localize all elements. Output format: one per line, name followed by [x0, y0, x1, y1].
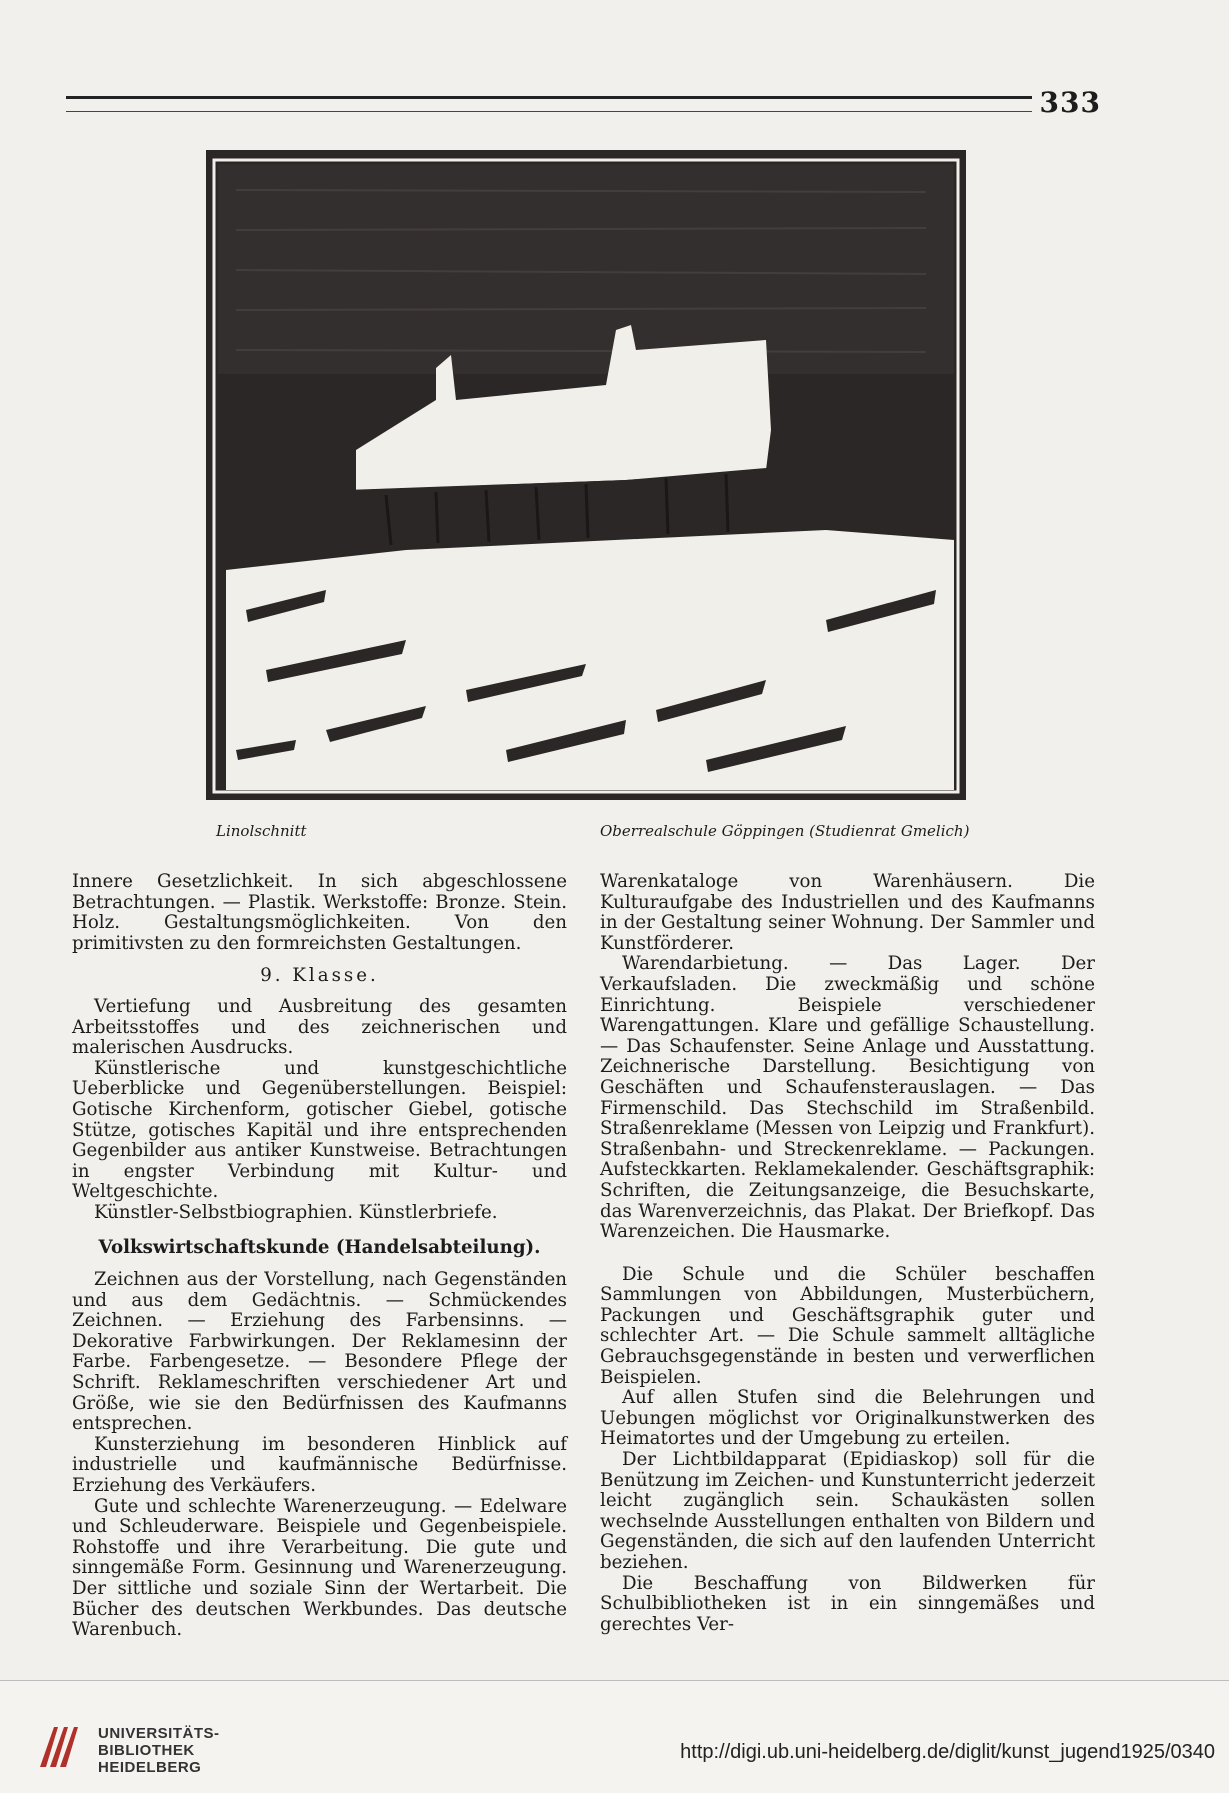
paragraph: Warenkataloge von Warenhäusern. Die Kulturaufgabe des Industriellen und des Kaufmanns in der Gestaltung seiner Wohnung. Der Sammler und Kunstförderer.: [600, 871, 1095, 954]
paragraph: Der Lichtbildapparat (Epidiaskop) soll für die Benützung im Zeichen- und Kunstunterricht jederzeit leicht zugänglich sein. Schaukästen sollen wechselnde Ausstellungen enthalten von Bildern und Gegenständen, die sich auf den laufenden Unterricht beziehen.: [600, 1449, 1095, 1573]
paragraph: Zeichnen aus der Vorstellung, nach Gegenständen und aus dem Gedächtnis. — Schmückendes Zeichnen. — Erziehung des Farbensinns. — Dekorative Farbwirkungen. Der Reklamesinn der Farbe. Farbengesetze. — Besondere Pflege der Schrift. Reklameschriften verschiedener Art und Größe, wie sie den Bedürfnissen des Kaufmanns entsprechen.: [72, 1269, 567, 1435]
page-number: 333: [1032, 86, 1101, 119]
header-rule: [66, 96, 1056, 112]
paragraph: Die Beschaffung von Bildwerken für Schulbibliotheken ist in ein sinngemäßes und gerechtes Ver-: [600, 1572, 1095, 1635]
linocut-illustration: [206, 150, 966, 800]
right-text-column: [600, 872, 1095, 1635]
paragraph: Warendarbietung. — Das Lager. Der Verkaufsladen. Die zweckmäßig und schöne Einrichtung. Beispiele verschiedener Warengattungen. Klare und gefällige Schaustellung. — Das Schaufenster. Seine Anlage und Ausstattung. Zeichnerische Darstellung. Besichtigung von Geschäften und Schaufensterauslagen. — Das Firmenschild. Das Stechschild im Straßenbild. Straßenreklame (Messen von Leipzig und Frankfurt). Straßenbahn- und Streckenreklame. — Packungen. Aufsteckkarten. Reklamekalender. Geschäftsgraphik: Schriften, die Zeitungsanzeige, die Besuchskarte, das Warenverzeichnis, das Plakat. Der Briefkopf. Das Warenzeichen. Die Hausmarke.: [600, 953, 1095, 1243]
source-url-link[interactable]: http://digi.ub.uni-heidelberg.de/diglit/kunst_jugend1925/0340: [680, 1741, 1215, 1763]
section-heading-volkswirtschaftskunde: Volkswirtschaftskunde (Handelsabteilung).: [98, 1236, 541, 1258]
paragraph: Künstlerische und kunstgeschichtliche Ueberblicke und Gegenüberstellungen. Beispiel: Gotische Kirchenform, gotischer Giebel, gotische Stütze, gotisches Kapitäl und ihre entsprechenden Gegenbilder aus antiker Kunstweise. Betrachtungen in engster Verbindung mit Kultur- und Weltgeschichte.: [72, 1057, 567, 1203]
paragraph: Gute und schlechte Warenerzeugung. — Edelware und Schleuderware. Beispiele und Gegenbeispiele. Rohstoffe und ihre Verarbeitung. Die gute und sinngemäße Form. Gesinnung und Warenerzeugung. Der sittliche und soziale Sinn der Wertarbeit. Die Bücher des deutschen Werkbundes. Das deutsche Warenbuch.: [72, 1495, 567, 1641]
figure-caption-technique: Linolschnitt: [216, 822, 307, 840]
library-name: UNIVERSITÄTS- BIBLIOTHEK HEIDELBERG: [98, 1725, 220, 1776]
paragraph: Innere Gesetzlichkeit. In sich abgeschlossene Betrachtungen. — Plastik. Werkstoffe: Bronze. Stein. Holz. Gestaltungsmöglichkeiten. Von den primitivsten zu den formreichsten Gestaltungen.: [72, 871, 567, 954]
left-text-column: [72, 872, 567, 1641]
paragraph: Künstler-Selbstbiographien. Künstlerbriefe.: [94, 1201, 498, 1223]
paragraph: Die Schule und die Schüler beschaffen Sammlungen von Abbildungen, Musterbüchern, Packungen und Geschäftsgraphik guter und schlechter Art. — Die Schule sammelt alltägliche Gebrauchsgegenstände in besten und verwerflichen Beispielen.: [600, 1263, 1095, 1388]
section-heading-klasse: 9. Klasse.: [260, 965, 379, 987]
paragraph: Kunsterziehung im besonderen Hinblick auf industrielle und kaufmännische Bedürfnisse. Erziehung des Verkäufers.: [72, 1433, 567, 1497]
paragraph: Auf allen Stufen sind die Belehrungen und Uebungen möglichst vor Originalkunstwerken des Heimatortes und der Umgebung zu erteilen.: [600, 1387, 1095, 1450]
figure-caption-source: Oberrealschule Göppingen (Studienrat Gmelich): [600, 822, 970, 840]
library-logo-icon: [34, 1721, 86, 1773]
paragraph: Vertiefung und Ausbreitung des gesamten Arbeitsstoffes und des zeichnerischen und malerischen Ausdrucks.: [72, 995, 567, 1059]
library-footer: [0, 1680, 1229, 1793]
